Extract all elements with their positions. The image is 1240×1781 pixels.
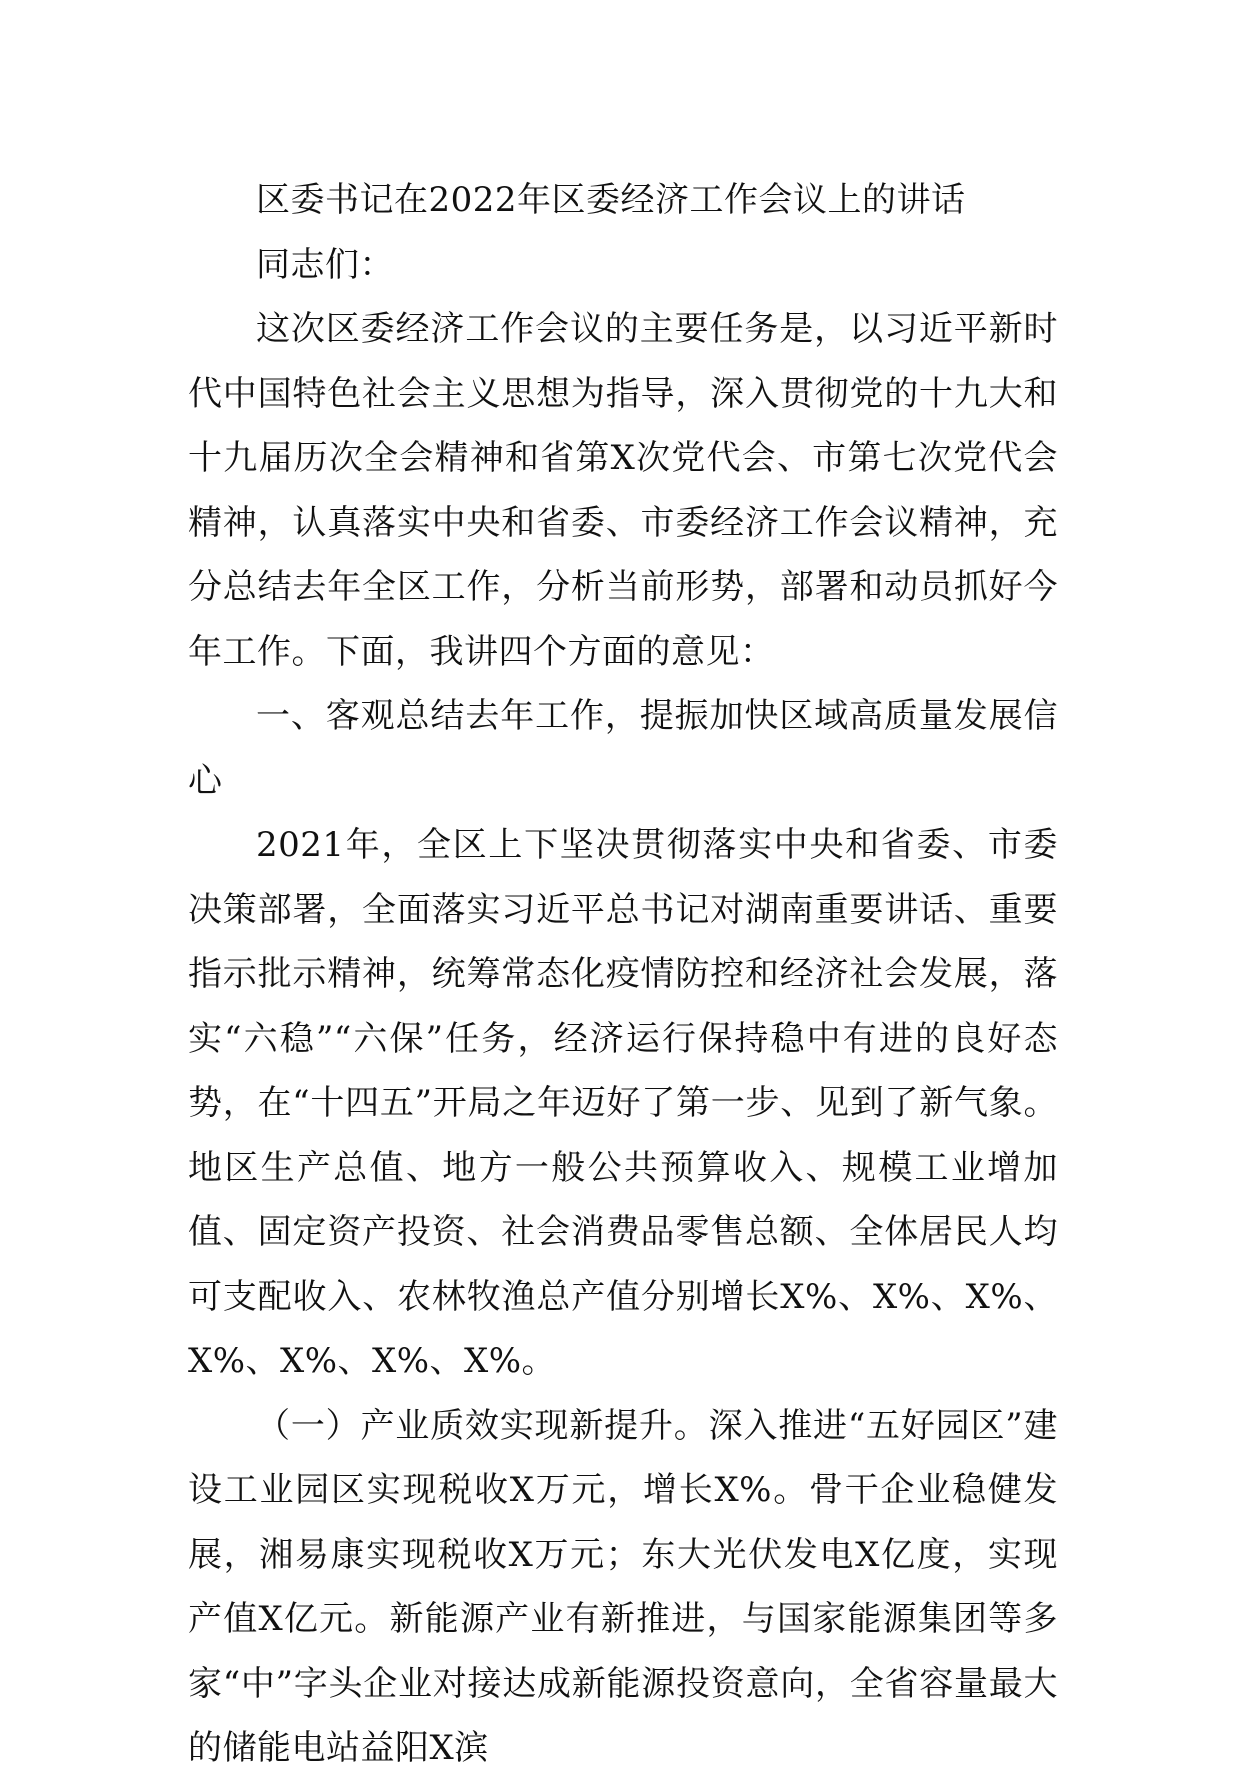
paragraph-intro: 这次区委经济工作会议的主要任务是，以习近平新时代中国特色社会主义思想为指导，深入贯彻党的十九大和十九届历次全会精神和省第X次党代会、市第七次党代会精神，认真落实中央和省委、市委经济工作会议精神，充分总结去年全区工作，分析当前形势，部署和动员抓好今年工作。下面，我讲四个方面的意见： (188, 309, 1058, 672)
paragraph-summary-2021: 2021年，全区上下坚决贯彻落实中央和省委、市委决策部署，全面落实习近平总书记对湖南重要讲话、重要指示批示精神，统筹常态化疫情防控和经济社会发展，落实“六稳”“六保”任务，经济运行保持稳中有进的良好态势，在“十四五”开局之年迈好了第一步、见到了新气象。地区生产总值、地方一般公共预算收入、规模工业增加值、固定资产投资、社会消费品零售总额、全体居民人均可支配收入、农林牧渔总产值分别增长X%、X%、X%、X%、X%、X%、X%。 (188, 825, 1058, 1381)
paragraph-industry: （一）产业质效实现新提升。深入推进“五好园区”建设工业园区实现税收X万元，增长X%。骨干企业稳健发展，湘易康实现税收X万元；东大光伏发电X亿度，实现产值X亿元。新能源产业有新推进，与国家能源集团等多家“中”字头企业对接达成新能源投资意向，全省容量最大的储能电站益阳X滨 (188, 1405, 1058, 1768)
document-title: 区委书记在2022年区委经济工作会议上的讲话 (256, 180, 966, 220)
document-body (188, 168, 1058, 1781)
section-heading-1: 一、客观总结去年工作，提振加快区域高质量发展信心 (188, 696, 1058, 801)
salutation: 同志们： (256, 244, 394, 285)
